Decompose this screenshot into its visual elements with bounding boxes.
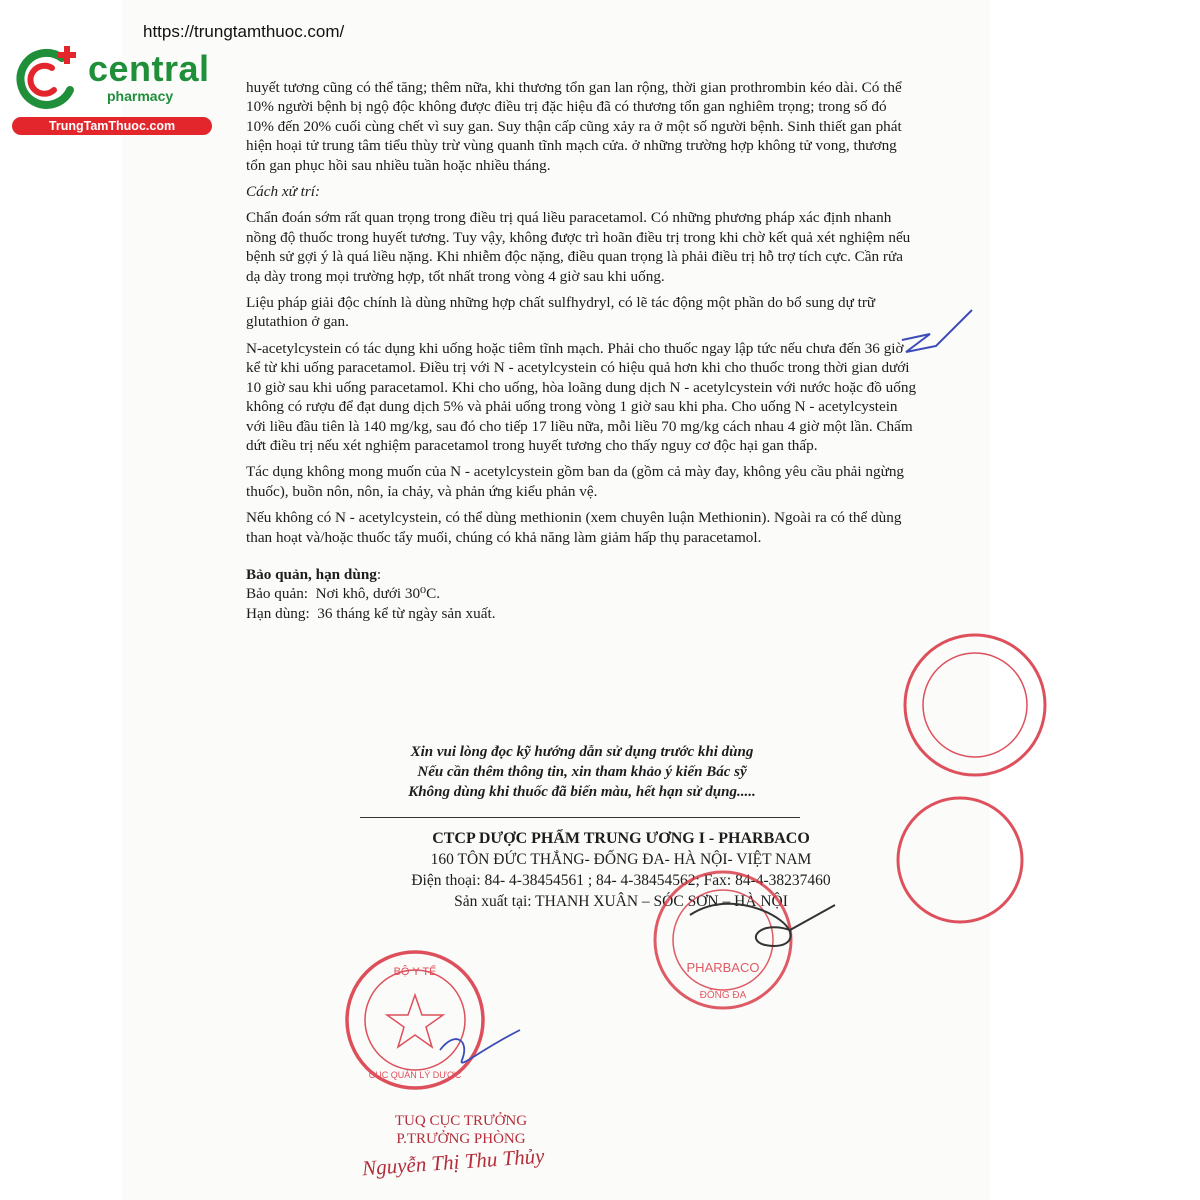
notice-line: Không dùng khi thuốc đã biến màu, hết hạn sử dụng..... bbox=[408, 784, 756, 800]
storage-value: Nơi khô, dưới 30⁰C. bbox=[315, 585, 441, 603]
company-address: 160 TÔN ĐỨC THẮNG- ĐỐNG ĐA- HÀ NỘI- VIỆT NAM bbox=[430, 851, 812, 868]
signer-name: Nguyễn Thị Thu Thủy bbox=[361, 1143, 546, 1181]
company-signature-icon bbox=[690, 904, 835, 946]
storage-label: Bảo quản: bbox=[246, 585, 309, 603]
edge-stamp-top-icon bbox=[905, 635, 1045, 775]
company-name: CTCP DƯỢC PHẨM TRUNG ƯƠNG I - PHARBACO bbox=[432, 830, 810, 847]
company-phone: Điện thoại: 84- 4-38454561 ; 84- 4-38454562; Fax: 84-4-38237460 bbox=[411, 872, 831, 889]
company-stamp-subtext: ĐỐNG ĐA bbox=[699, 990, 747, 1001]
paragraph-overdose-effects: huyết tương cũng có thể tăng; thêm nữa, khi thương tổn gan lan rộng, thời gian prothrombin kéo dài. Có thể 10% người bệnh bị ngộ độc không được điều trị đặc hiệu đã có thương tổn gan nghiêm trọng; trong số đó 10% đến 20% cuối cùng chết vì suy gan. Suy thận cấp cũng xảy ra ở một số người bệnh. Sinh thiết gan phát hiện hoại tử trung tâm tiểu thùy trừ vùng quanh tĩnh mạch cửa. ở những trường hợp không tử vong, thương tổn gan phục hồi sau nhiều tuần hoặc nhiều tháng. bbox=[246, 79, 902, 174]
logo-wordmark: central bbox=[88, 48, 210, 89]
approval-block bbox=[336, 1112, 586, 1148]
edge-stamp-mid-icon bbox=[898, 798, 1022, 922]
storage-heading: Bảo quản, hạn dùng bbox=[246, 565, 377, 583]
expiry-value: 36 tháng kể từ ngày sản xuất. bbox=[317, 604, 496, 622]
section-heading-treatment: Cách xử trí: bbox=[246, 183, 321, 201]
pen-mark-icon bbox=[902, 310, 972, 352]
ministry-stamp-icon bbox=[347, 952, 483, 1088]
source-url[interactable]: https://trungtamthuoc.com/ bbox=[143, 22, 345, 41]
expiry-label: Hạn dùng: bbox=[246, 604, 310, 622]
approval-title: TUQ CỤC TRƯỞNG bbox=[394, 1113, 528, 1129]
company-stamp-text: PHARBACO bbox=[686, 960, 760, 975]
paragraph-acetylcysteine: N-acetylcystein có tác dụng khi uống hoặc tiêm tĩnh mạch. Phải cho thuốc ngay lập tức nếu chưa đến 36 giờ kể từ khi uống paracetamol. Điều trị với N - acetylcystein có hiệu quả hơn khi cho thuốc trong thời gian dưới 10 giờ sau khi uống paracetamol. Khi cho uống, hòa loãng dung dịch N - acetylcystein với nước hoặc đồ uống không có rượu để đạt dung dịch 5% và phải uống trong vòng 1 giờ sau khi pha. Cho uống N - acetylcystein với liều đầu tiên là 140 mg/kg, sau đó cho tiếp 17 liều nữa, mỗi liều 70 mg/kg cách nhau 4 giờ một lần. Chấm dứt điều trị nếu xét nghiệm paracetamol trong huyết tương cho thấy nguy cơ độc hại gan thấp. bbox=[246, 339, 917, 454]
logo-site-badge: TrungTamThuoc.com bbox=[12, 117, 212, 135]
ministry-stamp-top-text: BỘ Y TẾ bbox=[393, 966, 437, 978]
notice-line: Xin vui lòng đọc kỹ hướng dẫn sử dụng trước khi dùng bbox=[410, 744, 754, 760]
company-stamp-icon bbox=[655, 872, 791, 1008]
approval-subtitle: P.TRƯỞNG PHÒNG bbox=[396, 1131, 526, 1147]
paragraph-side-effects: Tác dụng không mong muốn của N - acetylcystein gồm ban da (gồm cả mày đay, không yêu cầu phải ngừng thuốc), buồn nôn, nôn, ỉa chảy, và phản ứng kiểu phản vệ. bbox=[246, 463, 905, 500]
paragraph-detox: Liệu pháp giải độc chính là dùng những hợp chất sulfhydryl, có lẽ tác động một phần do bổ sung dự trữ glutathion ở gan. bbox=[246, 294, 876, 331]
storage-heading-colon: : bbox=[376, 565, 382, 583]
logo-subtitle: pharmacy bbox=[107, 88, 174, 104]
paragraph-diagnosis: Chẩn đoán sớm rất quan trọng trong điều trị quá liều paracetamol. Có những phương pháp xác định nhanh nồng độ thuốc trong huyết tương. Tuy vậy, không được trì hoãn điều trị trong khi chờ kết quả xét nghiệm nếu bệnh sử gợi ý là quá liều nặng. Khi nhiễm độc nặng, điều quan trọng là phải điều trị hỗ trợ tích cực. Cần rửa dạ dày trong mọi trường hợp, tốt nhất trong vòng 4 giờ sau khi uống. bbox=[246, 209, 911, 285]
ministry-stamp-bottom-text: CỤC QUẢN LÝ DƯỢC bbox=[368, 1070, 462, 1080]
notice-line: Nếu cần thêm thông tin, xin tham khảo ý kiến Bác sỹ bbox=[417, 764, 747, 780]
paragraph-methionine: Nếu không có N - acetylcystein, có thể dùng methionin (xem chuyên luận Methionin). Ngoài ra có thể dùng than hoạt và/hoặc thuốc tẩy muối, chúng có khả năng làm giảm hấp thụ paracetamol. bbox=[246, 509, 902, 546]
company-factory: Sản xuất tại: THANH XUÂN – SÓC SƠN – HÀ NỘI bbox=[454, 893, 788, 910]
